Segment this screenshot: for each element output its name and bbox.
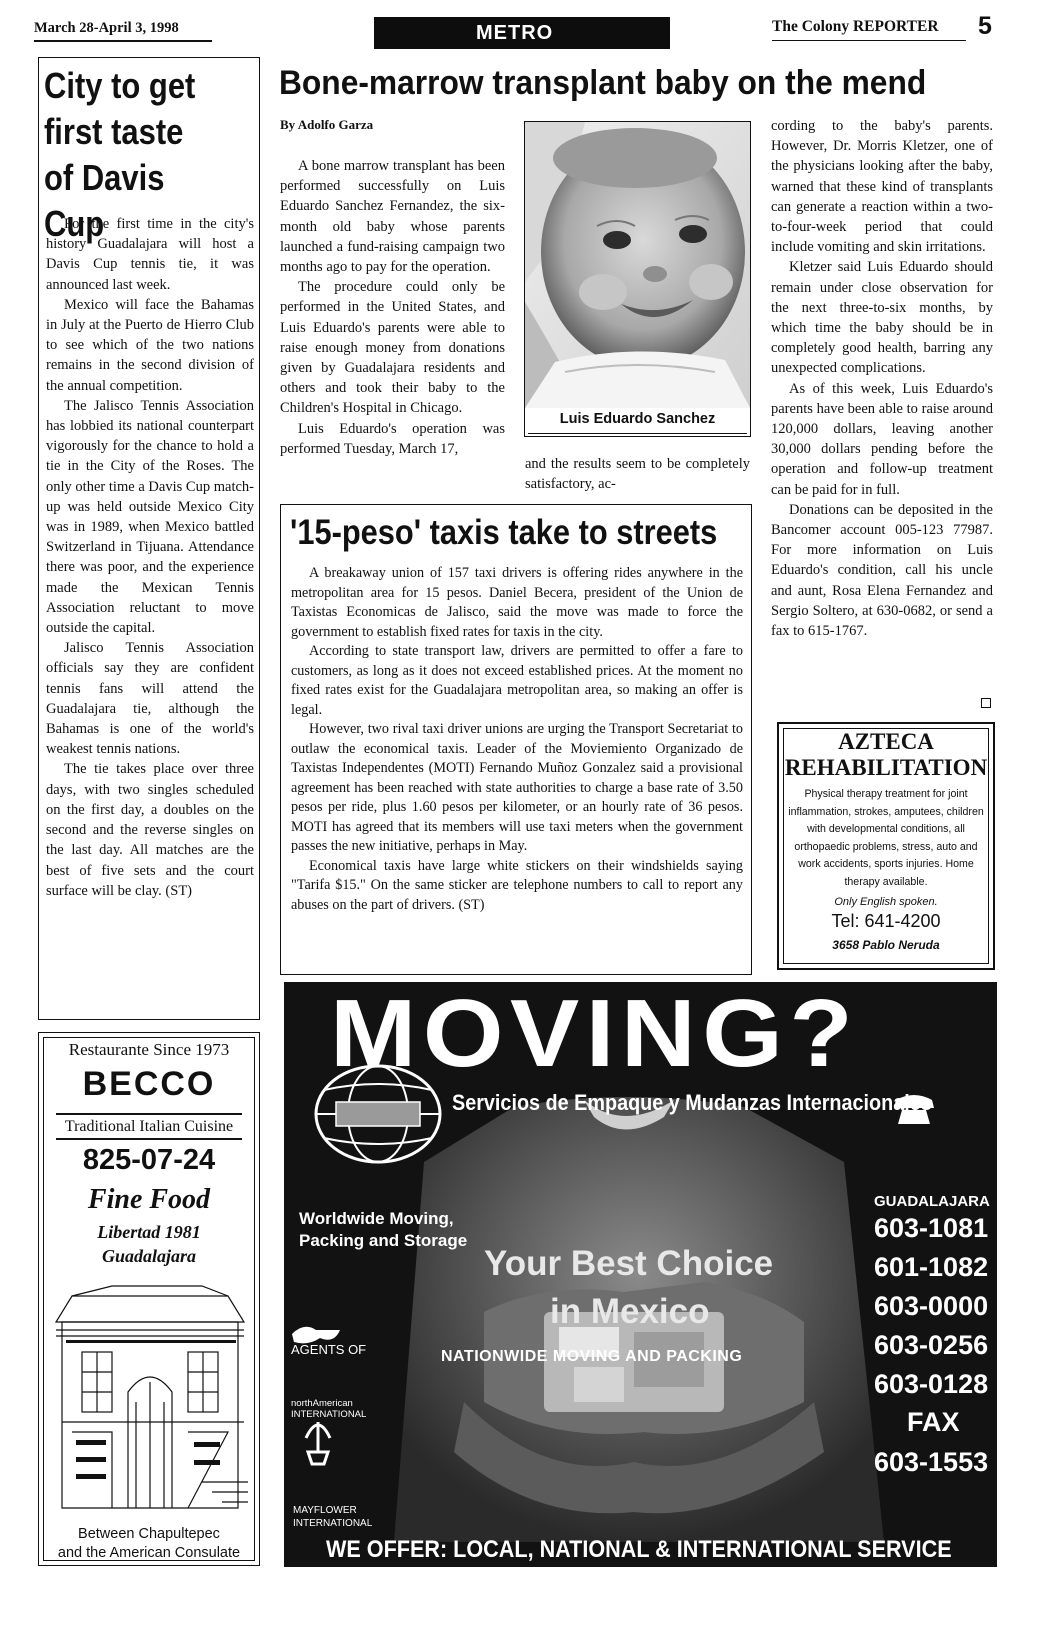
paper-name: The Colony REPORTER [772,18,939,35]
becco-since: Restaurante Since 1973 [68,1040,230,1059]
azteca-description: Physical therapy treatment for joint inflammation, strokes, amputees, children with developmental conditions, all orthopaedic problems, stress, auto and work accidents, sports injuries. Home therapy available. [788,788,984,888]
becco-city: Guadalajara [101,1246,197,1266]
becco-tagline: Fine Food [87,1184,211,1215]
paragraph: Economical taxis have large white stickers on their windshields saying "Tarifa $15." On the same sticker are telephone numbers to call to report any abuses on the part of drivers. (ST) [291,857,743,913]
moving-headline: MOVING? [330,980,860,1087]
mayflower-logo-text-2: INTERNATIONAL [293,1518,373,1529]
paragraph: According to state transport law, drivers are permitted to offer a fare to customers, as long as it does not exceed established prices. At the moment no fixed rates exist for the Guadalajara metropolitan area, so making an offer is legal. [291,643,743,718]
section-banner: METRO [374,17,670,49]
baby-photo-image [525,122,750,408]
paragraph: For the first time in the city's history Guadalajara will host a Davis Cup tennis tie, it was announced last week. [46,216,254,293]
paragraph: The tie takes place over three days, with two singles scheduled on the first day, a doubles on the second and the reverse singles on the last day. All matches are the best of five sets and the court surface will be clay. (ST) [46,761,254,899]
main-story-column-3 [771,116,993,641]
header-rule-right [772,40,966,41]
moving-fax-label: FAX [907,1407,960,1437]
paragraph: A breakaway union of 157 taxi drivers is offering rides anywhere in the metropolitan area for 15 pesos. Daniel Becera, president of the Union de Taxistas Economicas de Jalisco, said the move was made to force the government to establish fixed rates for taxis in the city. [291,565,743,640]
becco-directions-2: and the American Consulate [57,1545,241,1561]
paragraph: and the results seem to be completely satisfactory, ac- [525,456,750,493]
moving-city: GUADALAJARA [874,1193,990,1210]
moving-phone: 601-1082 [874,1252,989,1282]
becco-directions: Between Chapultepec [78,1526,220,1542]
taxi-headline: '15-peso' taxis take to streets [290,513,718,552]
moving-packing: Packing and Storage [299,1231,468,1250]
paragraph: As of this week, Luis Eduardo's parents have been able to raise around 120,000 dollars, leaving another 30,000 dollars pending before the operation and follow-up treatment can be paid for in full. [771,380,993,498]
restaurant-building-illustration [52,1282,248,1514]
divider [56,1138,242,1140]
azteca-name-2: REHABILITATION [784,755,988,780]
moving-phone: 603-0000 [874,1291,989,1321]
taxi-story-body [291,564,743,915]
becco-address: Libertad 1981 [97,1222,201,1242]
paragraph: Kletzer said Luis Eduardo should remain under close observation for the next three-to-six months, by which time the baby should be in completely good health, barring any unexpected complications. [771,259,993,377]
caption-rule [528,433,747,434]
becco-phone: 825-07-24 [82,1144,216,1176]
page-number: 5 [978,12,992,40]
paragraph: The procedure could only be performed in the United States, and Luis Eduardo's parents were able to raise enough money from donations given by Guadalajara residents and others and took their baby to the Children's Hospital in Chicago. [280,279,505,417]
davis-cup-headline: City to get first taste of Davis Cup [44,65,196,244]
moving-slogan: Your Best Choice [484,1244,774,1283]
agents-of-label: AGENTS OF [291,1342,367,1357]
paragraph: The Jalisco Tennis Association has lobbied its national counterpart vigorously for the chance to hold a tie in the City of the Roses. The only other time a Davis Cup match-up was held outside Mexico City was in 1989, when Mexico battled Switzerland in Tijuana. Attendance there was poor, and the experience made the Mexican Tennis Association reluctant to move outside the capital. [46,397,254,637]
moving-phone: 603-0256 [874,1330,989,1360]
paragraph: Luis Eduardo's operation was performed Tuesday, March 17, [280,420,505,457]
moving-phone: 603-1081 [874,1213,989,1243]
becco-cuisine: Traditional Italian Cuisine [64,1118,234,1135]
header-rule [34,40,212,42]
main-headline: Bone-marrow transplant baby on the mend [279,64,927,102]
azteca-language-note: Only English spoken. [834,896,938,908]
issue-date: March 28-April 3, 1998 [34,20,179,36]
main-story-column-2 [525,454,750,494]
moving-fax-number: 603-1553 [874,1447,989,1477]
paragraph: However, two rival taxi driver unions are urging the Transport Secretariat to outlaw the economical taxis. Leader of the Moviemiento Organizado de Taxistas Independentes (MOTI) Fernando Muñoz Gonzalez said a provisional agreement has been reached with state authorities to charge a base rate of 3.50 pesos per ride, plus 1.60 pesos per kilometer, or an hourly rate of 36 pesos. MOTI has agreed that its members will use taxi meters when the government passes the new initiative, perhaps in May. [291,721,743,854]
moving-worldwide: Worldwide Moving, [299,1209,454,1228]
azteca-address: 3658 Pablo Neruda [832,938,940,952]
becco-logo: BECCO [82,1065,216,1103]
moving-phone: 603-0128 [874,1369,989,1399]
end-of-story-mark [981,698,991,708]
paragraph: A bone marrow transplant has been performed successfully on Luis Eduardo Sanchez Fernandez, the six-month old baby whose parents launched a fund-raising campaign two months ago to pay for the operation. [280,158,505,276]
azteca-phone: Tel: 641-4200 [831,911,941,931]
moving-services: Servicios de Empaque y Mudanzas Internacionales [452,1090,932,1115]
moving-slogan-2: in Mexico [550,1292,710,1331]
paragraph: Mexico will face the Bahamas in July at the Puerto de Hierro Club to see which of the two nations remains in the second division of the annual competition. [46,296,254,394]
moving-nationwide: NATIONWIDE MOVING AND PACKING [441,1348,743,1365]
mayflower-logo-text: MAYFLOWER [293,1505,357,1516]
north-american-logo-text-2: INTERNATIONAL [291,1409,367,1420]
main-story-column-1 [280,156,505,459]
azteca-name: AZTECA [838,729,934,754]
divider [56,1113,242,1115]
paragraph: Jalisco Tennis Association officials say they are confident tennis fans will attend the Guadalajara tie, although the Bahamas is one of the world's weakest tennis nations. [46,640,254,758]
byline: By Adolfo Garza [280,117,374,132]
moving-offer: WE OFFER: LOCAL, NATIONAL & INTERNATIONAL SERVICE [326,1536,952,1563]
paragraph: Donations can be deposited in the Bancomer account 005-123 77987. For more information on Luis Eduardo's condition, call his uncle and aunt, Rosa Elena Fernandez and Sergio Soltero, at 630-0682, or send a fax to 615-1767. [771,501,993,640]
photo-caption: Luis Eduardo Sanchez [559,411,716,427]
north-american-logo-text: northAmerican [291,1398,353,1409]
baby-photo [524,121,751,437]
paragraph: cording to the baby's parents. However, Dr. Morris Kletzer, one of the physicians looking after the baby, warned that these kind of transplants can generate a reaction within a two-to-four-week period that could include vomiting and skin irritations. [771,118,993,256]
davis-cup-body [46,214,254,901]
